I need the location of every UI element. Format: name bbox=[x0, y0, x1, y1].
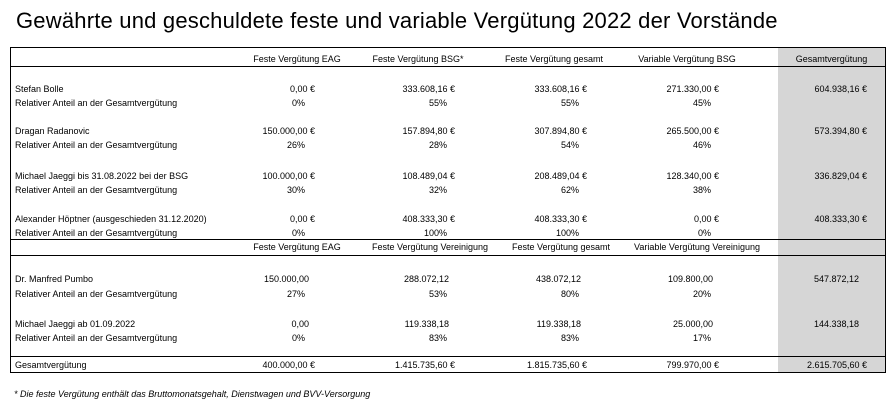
share-cell: 28% bbox=[428, 140, 447, 150]
person-name: Alexander Höptner (ausgeschieden 31.12.2020) bbox=[15, 214, 207, 224]
value-cell: 408.333,30 € bbox=[402, 214, 455, 224]
total-value: 799.970,00 € bbox=[666, 360, 719, 370]
header-divider bbox=[11, 255, 885, 256]
total-cell: 336.829,04 € bbox=[814, 171, 867, 181]
value-cell: 271.330,00 € bbox=[666, 84, 719, 94]
total-cell: 547.872,12 bbox=[813, 274, 859, 284]
value-cell: 333.608,16 € bbox=[402, 84, 455, 94]
value-cell: 0,00 € bbox=[289, 84, 315, 94]
person-name: Dr. Manfred Pumbo bbox=[15, 274, 94, 284]
share-label: Relativer Anteil an der Gesamtvergütung bbox=[15, 228, 178, 238]
value-cell: 288.072,12 bbox=[403, 274, 449, 284]
value-cell: 307.894,80 € bbox=[534, 126, 587, 136]
share-cell: 46% bbox=[692, 140, 711, 150]
header-fixed-bsg: Feste Vergütung BSG* bbox=[372, 54, 464, 64]
header-fixed-eag: Feste Vergütung EAG bbox=[253, 242, 341, 252]
person-name: Michael Jaeggi ab 01.09.2022 bbox=[15, 319, 136, 329]
value-cell: 25.000,00 bbox=[672, 319, 713, 329]
share-label: Relativer Anteil an der Gesamtvergütung bbox=[15, 98, 178, 108]
share-label: Relativer Anteil an der Gesamtvergütung bbox=[15, 185, 178, 195]
share-cell: 0% bbox=[291, 98, 305, 108]
total-value: 1.415.735,60 € bbox=[394, 360, 455, 370]
value-cell: 438.072,12 bbox=[535, 274, 581, 284]
header-fixed-vereinigung: Feste Vergütung Vereinigung bbox=[371, 242, 489, 252]
total-cell: 573.394,80 € bbox=[814, 126, 867, 136]
share-cell: 54% bbox=[560, 140, 579, 150]
total-label: Gesamtvergütung bbox=[15, 360, 87, 370]
share-cell: 100% bbox=[555, 228, 579, 238]
header-fixed-eag: Feste Vergütung EAG bbox=[253, 54, 341, 64]
share-label: Relativer Anteil an der Gesamtvergütung bbox=[15, 140, 178, 150]
share-cell: 26% bbox=[286, 140, 305, 150]
share-label: Relativer Anteil an der Gesamtvergütung bbox=[15, 289, 178, 299]
person-name: Michael Jaeggi bis 31.08.2022 bei der BSG bbox=[15, 171, 189, 181]
total-value: 1.815.735,60 € bbox=[526, 360, 587, 370]
value-cell: 333.608,16 € bbox=[534, 84, 587, 94]
value-cell: 265.500,00 € bbox=[666, 126, 719, 136]
share-cell: 100% bbox=[423, 228, 447, 238]
header-total: Gesamtvergütung bbox=[795, 54, 868, 64]
section-divider bbox=[11, 239, 885, 240]
share-cell: 53% bbox=[428, 289, 447, 299]
person-name: Dragan Radanovic bbox=[15, 126, 90, 136]
total-cell: 604.938,16 € bbox=[814, 84, 867, 94]
value-cell: 150.000,00 bbox=[263, 274, 309, 284]
grand-total-value: 2.615.705,60 € bbox=[806, 360, 867, 370]
share-cell: 0% bbox=[291, 228, 305, 238]
share-cell: 20% bbox=[692, 289, 711, 299]
page-title: Gewährte und geschuldete feste und variable Vergütung 2022 der Vorstände bbox=[16, 8, 778, 33]
value-cell: 128.340,00 € bbox=[666, 171, 719, 181]
value-cell: 208.489,04 € bbox=[534, 171, 587, 181]
header-divider bbox=[11, 66, 885, 67]
share-cell: 30% bbox=[286, 185, 305, 195]
header-fixed-total: Feste Vergütung gesamt bbox=[504, 54, 604, 64]
value-cell: 408.333,30 € bbox=[534, 214, 587, 224]
value-cell: 119.338,18 bbox=[536, 319, 581, 329]
share-cell: 62% bbox=[560, 185, 579, 195]
value-cell: 157.894,80 € bbox=[402, 126, 455, 136]
share-cell: 83% bbox=[428, 333, 447, 343]
share-cell: 0% bbox=[697, 228, 711, 238]
total-cell: 144.338,18 bbox=[813, 319, 859, 329]
compensation-table bbox=[10, 47, 886, 373]
value-cell: 108.489,04 € bbox=[402, 171, 455, 181]
share-cell: 80% bbox=[560, 289, 579, 299]
total-divider bbox=[11, 356, 885, 357]
total-cell: 408.333,30 € bbox=[814, 214, 867, 224]
person-name: Stefan Bolle bbox=[15, 84, 64, 94]
share-cell: 38% bbox=[692, 185, 711, 195]
share-cell: 0% bbox=[291, 333, 305, 343]
share-cell: 32% bbox=[428, 185, 447, 195]
share-cell: 45% bbox=[692, 98, 711, 108]
value-cell: 0,00 € bbox=[693, 214, 719, 224]
value-cell: 0,00 bbox=[291, 319, 309, 329]
total-value: 400.000,00 € bbox=[262, 360, 315, 370]
share-cell: 17% bbox=[692, 333, 711, 343]
header-fixed-total: Feste Vergütung gesamt bbox=[511, 242, 611, 252]
value-cell: 119.338,18 bbox=[404, 319, 449, 329]
share-cell: 55% bbox=[560, 98, 579, 108]
share-cell: 27% bbox=[286, 289, 305, 299]
value-cell: 150.000,00 € bbox=[262, 126, 315, 136]
footnote: * Die feste Vergütung enthält das Bruttomonatsgehalt, Dienstwagen und BVV-Versorgung bbox=[14, 389, 371, 399]
header-variable-vereinigung: Variable Vergütung Vereinigung bbox=[634, 242, 760, 252]
share-cell: 55% bbox=[428, 98, 447, 108]
value-cell: 0,00 € bbox=[289, 214, 315, 224]
header-variable-bsg: Variable Vergütung BSG bbox=[638, 54, 736, 64]
value-cell: 100.000,00 € bbox=[262, 171, 315, 181]
value-cell: 109.800,00 bbox=[667, 274, 713, 284]
share-cell: 83% bbox=[560, 333, 579, 343]
share-label: Relativer Anteil an der Gesamtvergütung bbox=[15, 333, 178, 343]
